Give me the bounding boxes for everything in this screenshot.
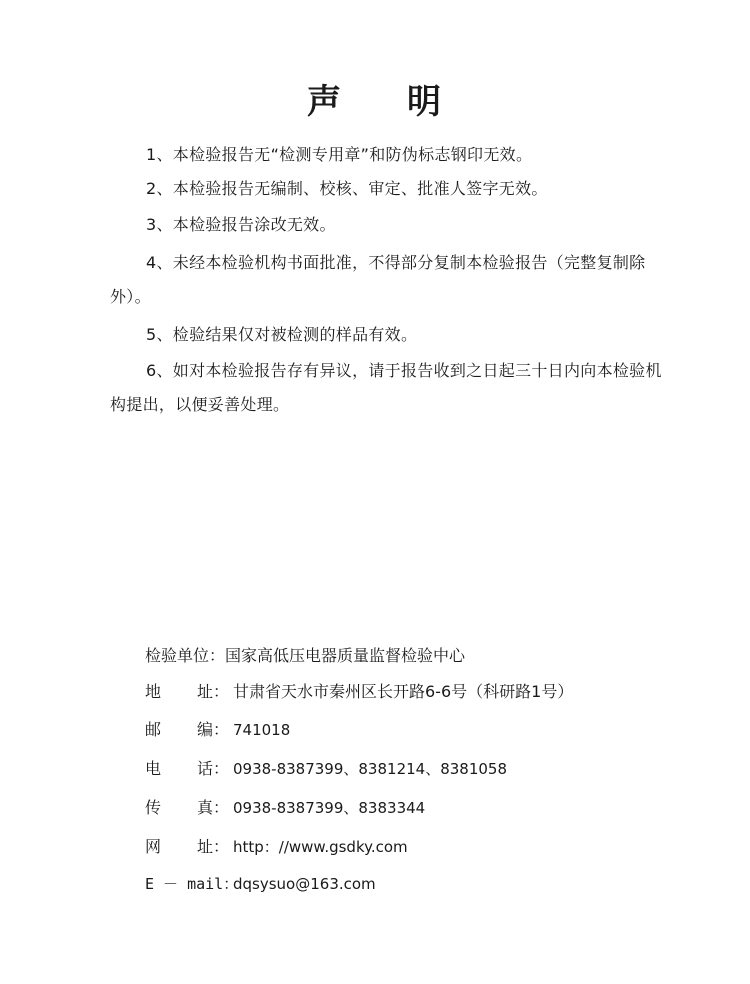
fax-label-1: 传 <box>145 798 162 817</box>
contact-email-row <box>145 872 376 896</box>
contact-web-row <box>145 835 408 859</box>
phone-value: 0938-8387399、8381214、8381058 <box>233 760 507 778</box>
contact-fax-row <box>145 796 425 820</box>
address-label-1: 地 <box>145 682 162 701</box>
address-label-2: 址： <box>197 682 230 701</box>
postcode-label-2: 编： <box>197 720 230 739</box>
title-char-1: 声 <box>307 82 343 122</box>
clause-5: 5、检验结果仅对被检测的样品有效。 <box>146 325 418 344</box>
fax-value: 0938-8387399、8383344 <box>233 799 426 817</box>
postcode-label-1: 邮 <box>145 720 162 739</box>
clause-2: 2、本检验报告无编制、校核、审定、批准人签字无效。 <box>146 179 548 198</box>
postcode-value: 741018 <box>233 721 291 739</box>
contact-phone-row <box>145 757 507 781</box>
email-label: E － mail： <box>145 875 239 893</box>
title-char-2: 明 <box>407 82 443 122</box>
contact-address-row <box>145 680 573 704</box>
unit-value: 国家高低压电器质量监督检验中心 <box>225 646 466 665</box>
contact-postcode-row <box>145 718 290 742</box>
unit-label: 检验单位： <box>145 646 226 665</box>
page-title <box>0 78 750 126</box>
web-label-2: 址： <box>197 837 230 856</box>
address-value: 甘肃省天水市秦州区长开路6-6号（科研路1号） <box>233 682 574 701</box>
contact-unit-row <box>145 644 465 668</box>
clause-1: 1、本检验报告无“检测专用章”和防伪标志钢印无效。 <box>146 145 533 164</box>
phone-label-2: 话： <box>197 759 230 778</box>
clause-4: 4、未经本检验机构书面批准，不得部分复制本检验报告（完整复制除外）。 <box>110 253 646 306</box>
clause-6: 6、如对本检验报告存有异议，请于报告收到之日起三十日内向本检验机构提出，以便妥善处理。 <box>110 361 662 414</box>
email-value: dqsysuo@163.com <box>233 875 376 893</box>
web-value: http：//www.gsdky.com <box>233 838 408 856</box>
web-label-1: 网 <box>145 837 162 856</box>
clause-3: 3、本检验报告涂改无效。 <box>146 215 336 234</box>
phone-label-1: 电 <box>145 759 162 778</box>
fax-label-2: 真： <box>197 798 230 817</box>
